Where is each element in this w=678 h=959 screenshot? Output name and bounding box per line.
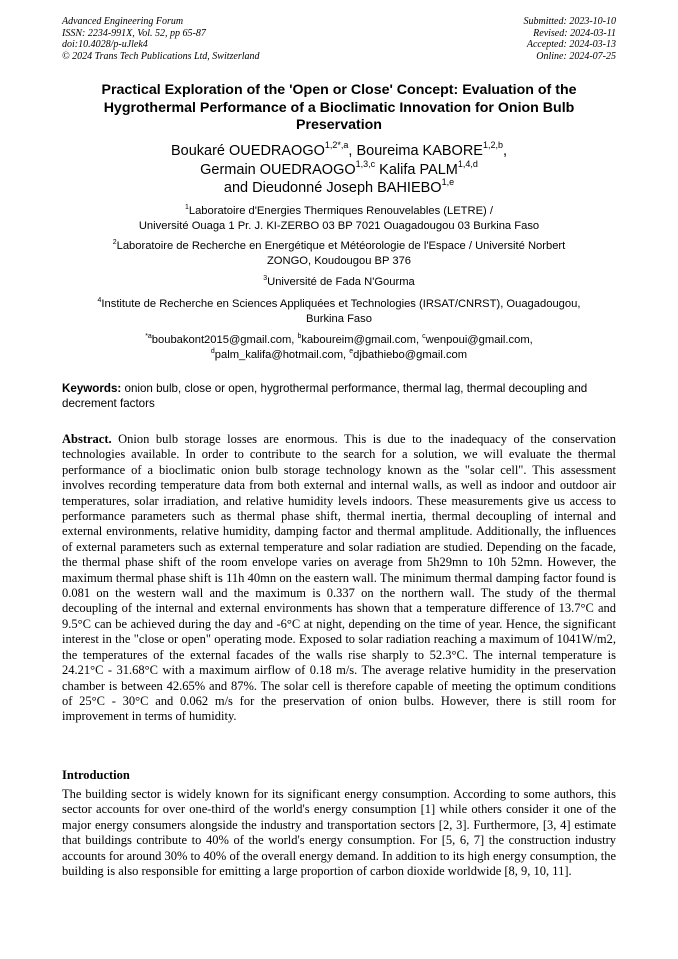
affiliation-text: Institute de Recherche en Sciences Appliquées et Technologies (IRSAT/CNRST), Ouagadougou,	[101, 298, 581, 310]
author-list	[62, 142, 616, 198]
email-address: wenpoui@gmail.com	[425, 334, 530, 346]
email-marker: *a	[145, 332, 152, 340]
affiliation-text: Université de Fada N'Gourma	[267, 276, 415, 288]
journal-name: Advanced Engineering Forum	[62, 16, 184, 27]
revised-date: Revised: 2024-03-11	[533, 27, 616, 39]
affiliation-3	[62, 275, 616, 290]
email-address: kaboureim@gmail.com	[301, 334, 416, 346]
author-affiliation-marker: 1,2*,a	[324, 140, 349, 151]
affiliation-text: ZONGO, Koudougou BP 376	[266, 255, 412, 267]
abstract-section	[62, 432, 616, 725]
author-name: Germain OUEDRAOGO	[200, 161, 356, 178]
affiliation-text: Burkina Faso	[306, 313, 372, 325]
affiliation-2	[62, 239, 616, 269]
author-name: Boureima KABORE	[356, 143, 483, 159]
email-address: palm_kalifa@hotmail.com	[214, 349, 344, 361]
affiliation-text: Université Ouaga 1 Pr. J. KI-ZERBO 03 BP 7021 Ouagadougou 03 Burkina Faso	[138, 220, 540, 232]
affiliation-marker: 3	[263, 274, 268, 282]
title-line: Preservation	[296, 117, 382, 133]
header-right	[524, 16, 617, 62]
affiliation-4	[62, 297, 616, 327]
author-line	[62, 158, 616, 180]
email-address: djbathiebo@gmail.com	[353, 349, 468, 361]
author-name: Kalifa PALM	[379, 161, 458, 178]
author-affiliation-marker: 1,3,c	[355, 158, 376, 169]
affiliation-marker: 2	[112, 238, 117, 246]
header-left	[62, 16, 260, 62]
affiliation-1	[62, 204, 616, 234]
copyright-line: © 2024 Trans Tech Publications Ltd, Switzerland	[62, 50, 260, 62]
title-line: Practical Exploration of the 'Open or Close' Concept: Evaluation of the	[101, 82, 577, 98]
issn-line: ISSN: 2234-991X, Vol. 52, pp 65-87	[62, 27, 206, 39]
email-separator: ,	[343, 349, 350, 361]
affiliation-text: Laboratoire de Recherche en Energétique et Météorologie de l'Espace / Université Norbert	[116, 240, 566, 252]
author-line	[62, 179, 616, 198]
author-prefix: and	[223, 180, 253, 196]
keywords-text: onion bulb, close or open, hygrothermal performance, thermal lag, thermal decoupling and decrement factors	[62, 382, 588, 410]
email-address: boubakont2015@gmail.com	[151, 334, 292, 346]
introduction-text: The building sector is widely known for its significant energy consumption. According to some authors, this sector accounts for over one-third of the world's energy consumption [1] while others consider it one of the major energy consumers alongside the industry and transportation sectors [2, 3]. Furthermore, [3, 4] estimate that buildings contribute to 40% of the world's energy consumption. For [5, 6, 7] the construction industry accounts for around 30% to 40% of the overall energy demand. In addition to its high energy consumption, the building is also responsible for emitting a large proportion of carbon dioxide worldwide [8, 9, 10, 11].	[62, 787, 616, 879]
abstract-label: Abstract.	[62, 432, 112, 446]
online-date: Online: 2024-07-25	[536, 50, 616, 62]
doi-line: doi:10.4028/p-uJlek4	[62, 39, 148, 51]
affiliation-marker: 4	[97, 296, 102, 304]
keywords-label: Keywords:	[62, 382, 122, 395]
email-separator: ,	[415, 334, 423, 346]
affiliation-text: Laboratoire d'Energies Thermiques Renouvelables (LETRE) /	[188, 205, 493, 217]
email-marker: d	[210, 347, 215, 355]
abstract-text: Onion bulb storage losses are enormous. This is due to the inadequacy of the conservation technologies available. In order to contribute to the search for a solution, we will evaluate the thermal performance of a bioclimatic onion bulb storage technology known as the "solar cell". This assessment involves recording temperature data from both external and internal walls, as well as indoor and outdoor air temperatures, solar irradiation, and relative humidity levels indoors. These measurements give us access to performance parameters such as thermal phase shift, thermal inertia, thermal decoupling of internal and external environments, relative humidity, damping factor and thermal amplitude. Additionally, the influences of external parameters such as external temperature and solar radiation are studied. Depending on the facade, the thermal phase shift of the room envelope varies on average from 5h29mn to 10h 52mn. However, the maximum thermal phase shift is 11h 40mn on the eastern wall. The minimum thermal damping factor found is 0.081 on the western wall and the maximum is 0.337 on the northern wall. The study of the thermal decoupling of the internal and external environments has shown that a temperature difference of 13.7°C and 9.5°C can be achieved during the day and -6°C at night, depending on the time of year. Hence, the significant interest in the "close or open" operating mode. Exposed to solar radiation reaching a maximum of 1041W/m2, the temperatures of the external facades of the walls rise sharply to 52.3°C. The internal temperature is 24.21°C - 31.68°C with a maximum airflow of 0.18 m/s. The average relative humidity in the preservation chamber is between 42.65% and 87%. The solar cell is therefore capable of meeting the optimum conditions of 25°C - 30°C and 0.062 m/s for the preservation of onion bulbs. However, there is still room for improvement in terms of humidity.	[62, 432, 616, 724]
submitted-date: Submitted: 2023-10-10	[523, 16, 616, 27]
title-line: Hygrothermal Performance of a Bioclimatic Innovation for Onion Bulb	[103, 99, 575, 116]
accepted-date: Accepted: 2024-03-13	[526, 39, 616, 51]
author-name: Dieudonné Joseph BAHIEBO	[252, 180, 442, 196]
author-affiliation-marker: 1,2,b	[482, 140, 503, 151]
keywords-section	[62, 381, 616, 411]
author-line	[62, 142, 616, 161]
email-separator: ,	[291, 334, 298, 346]
author-affiliation-marker: 1,4,d	[457, 158, 478, 169]
affiliation-marker: 1	[184, 203, 189, 211]
author-affiliation-marker: 1,e	[441, 177, 455, 188]
email-marker: e	[349, 347, 354, 355]
paper-title	[62, 82, 616, 135]
email-separator: ,	[529, 334, 533, 346]
author-separator: ,	[348, 143, 357, 159]
introduction-heading: Introduction	[62, 768, 130, 782]
author-name: Boukaré OUEDRAOGO	[170, 143, 325, 159]
email-marker: b	[297, 332, 302, 340]
email-marker: c	[422, 332, 426, 340]
email-list	[62, 333, 616, 363]
author-separator: ,	[502, 143, 507, 159]
